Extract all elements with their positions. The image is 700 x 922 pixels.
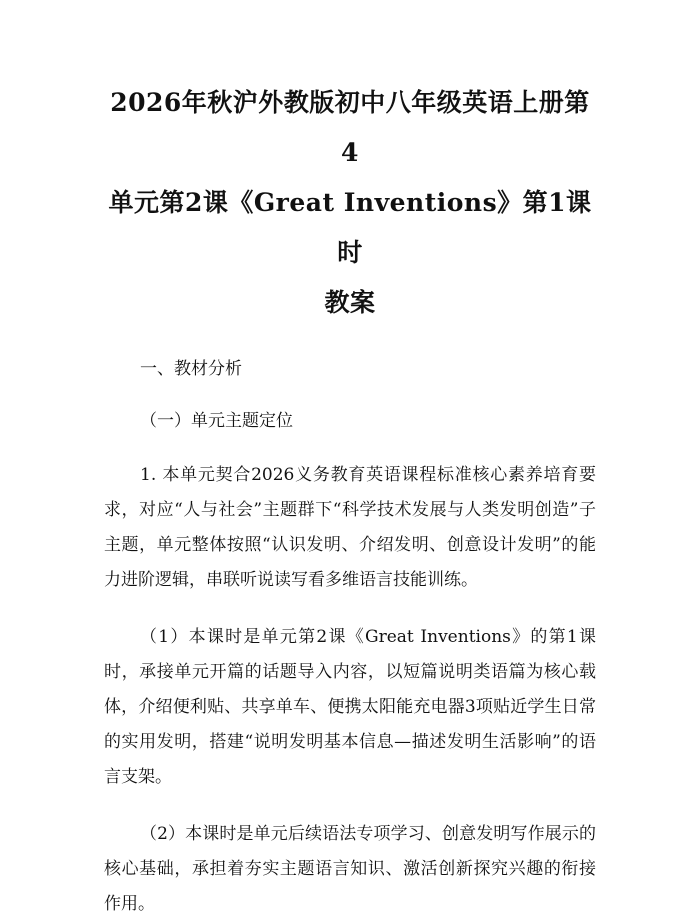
paragraph-1: 1. 本单元契合2026义务教育英语课程标准核心素养培育要求，对应“人与社会”主题群下“科学技术发展与人类发明创造”子主题，单元整体按照“认识发明、介绍发明、创意设计发明”的能力进阶逻辑，串联听说读写看多维语言技能训练。: [104, 465, 596, 590]
title-line-2: 单元第2课《Great Inventions》第1课时: [108, 188, 592, 267]
paragraph-2: （1）本课时是单元第2课《Great Inventions》的第1课时，承接单元开篇的话题导入内容，以短篇说明类语篇为核心载体，介绍便利贴、共享单车、便携太阳能充电器3项贴近学生日常的实用发明，搭建“说明发明基本信息—描述发明生活影响”的语言支架。: [104, 627, 596, 787]
document-title: [104, 0, 596, 328]
title-line-1: 2026年秋沪外教版初中八年级英语上册第4: [110, 88, 590, 167]
section-heading: 一、教材分析: [140, 359, 242, 379]
subsection-heading: （一）单元主题定位: [140, 411, 293, 431]
title-line-3: 教案: [324, 288, 376, 317]
paragraph-3: （2）本课时是单元后续语法专项学习、创意发明写作展示的核心基础，承担着夯实主题语言知识、激活创新探究兴趣的衔接作用。: [104, 824, 596, 914]
